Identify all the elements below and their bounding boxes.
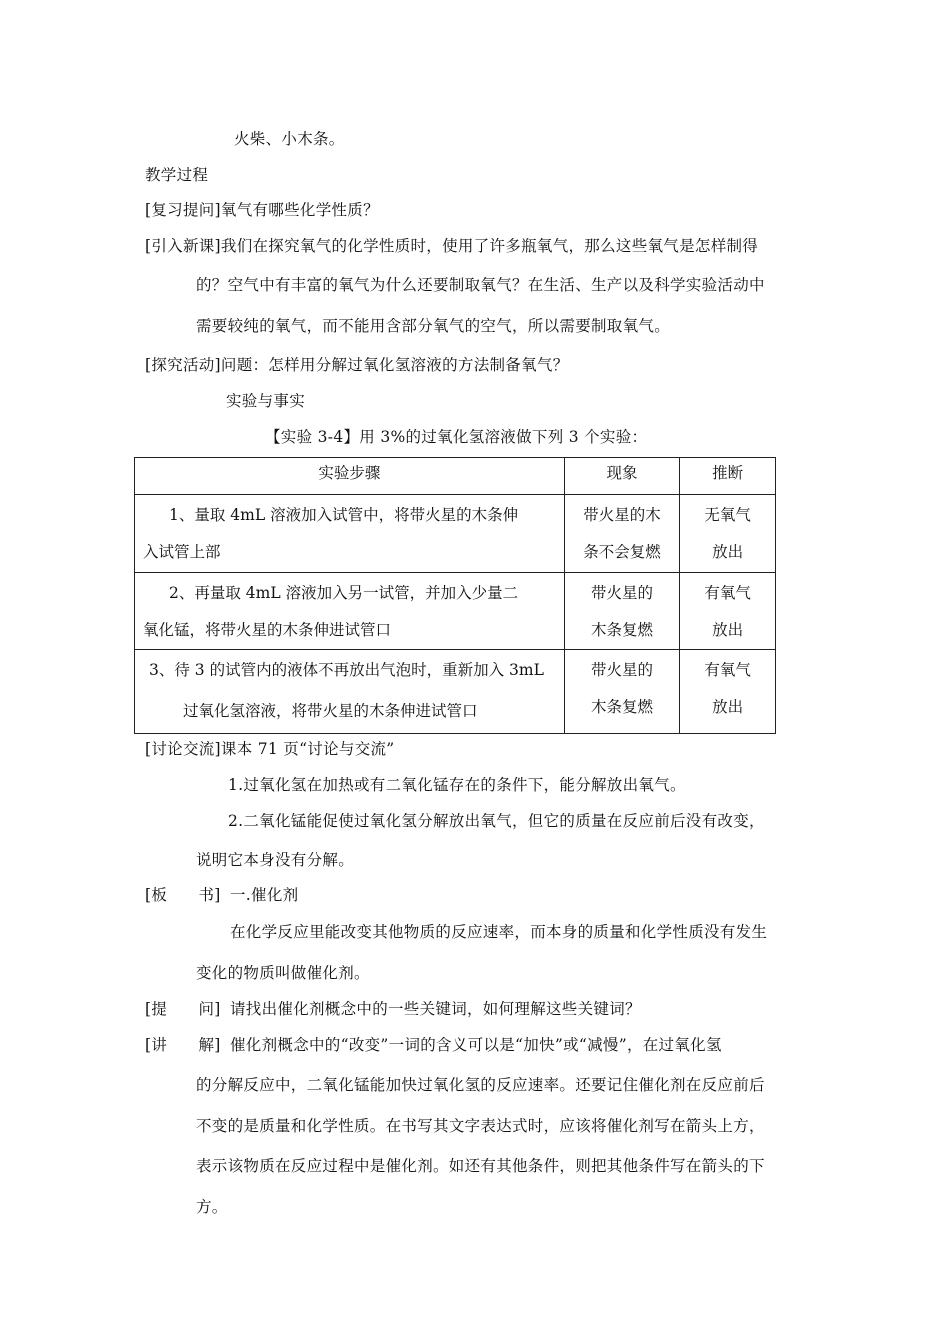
phenomenon-cell (564, 573, 680, 650)
phenomenon-text: 木条复燃 (590, 698, 653, 716)
step-cell (135, 650, 565, 734)
phenomenon-cell (564, 495, 680, 573)
phenomenon-text: 带火星的木 (583, 506, 661, 524)
step-text: 3、待 3 的试管内的液体不再放出气泡时，重新加入 3mL (149, 661, 544, 679)
step-text: 过氧化氢溶液，将带火星的木条伸进试管口 (183, 702, 478, 720)
header-steps: 实验步骤 (135, 458, 565, 495)
inference-cell (680, 573, 776, 650)
step-cell (135, 573, 565, 650)
explain-line-4: 表示该物质在反应过程中是催化剂。如还有其他条件，则把其他条件写在箭头的下 (196, 1157, 765, 1175)
intro-line-2: 的？空气中有丰富的氧气为什么还要制取氧气？在生活、生产以及科学实验活动中 (196, 276, 765, 294)
review-question: [复习提问]氧气有哪些化学性质？ (145, 201, 379, 219)
experiment-table (134, 457, 776, 734)
explain-line-1: 催化剂概念中的“改变”一词的含义可以是“加快”或“减慢”，在过氧化氢 (230, 1036, 722, 1054)
explore-question: [探究活动]问题：怎样用分解过氧化氢溶液的方法制备氧气？ (145, 356, 569, 374)
intro-line-1: [引入新课]我们在探究氧气的化学性质时，使用了许多瓶氧气，那么这些氧气是怎样制得 (145, 237, 759, 255)
conclusion-2-line-1: 2.二氧化锰能促使过氧化氢分解放出氧气，但它的质量在反应前后没有改变， (228, 812, 765, 830)
phenomenon-text: 条不会复燃 (583, 543, 661, 561)
board-text: 一.催化剂 (230, 886, 299, 904)
experiment-title: 【实验 3-4】用 3%的过氧化氢溶液做下列 3 个实验： (265, 428, 648, 446)
inference-text: 无氧气 (704, 506, 751, 524)
conclusion-2-line-2: 说明它本身没有分解。 (196, 851, 355, 869)
fact-heading: 实验与事实 (226, 392, 306, 410)
explain-line-5: 方。 (196, 1198, 228, 1216)
explain-line-2: 的分解反应中，二氧化锰能加快过氧化氢的反应速率。还要记住催化剂在反应前后 (196, 1076, 765, 1094)
step-text: 1、量取 4mL 溶液加入试管中，将带火星的木条伸 (169, 506, 519, 524)
materials-line: 火柴、小木条。 (234, 130, 345, 148)
table-header-row (135, 458, 776, 495)
conclusion-1: 1.过氧化氢在加热或有二氧化锰存在的条件下，能分解放出氧气。 (228, 776, 686, 794)
step-text: 2、再量取 4mL 溶液加入另一试管，并加入少量二 (169, 584, 519, 602)
phenomenon-text: 带火星的 (590, 661, 653, 679)
step-text: 入试管上部 (143, 543, 221, 561)
header-phenomenon: 现象 (564, 458, 680, 495)
header-inference: 推断 (680, 458, 776, 495)
inference-cell (680, 495, 776, 573)
definition-line-2: 变化的物质叫做催化剂。 (196, 964, 370, 982)
inference-cell (680, 650, 776, 734)
phenomenon-text: 带火星的 (590, 584, 653, 602)
inference-text: 放出 (712, 621, 744, 639)
inference-text: 有氧气 (704, 661, 751, 679)
phenomenon-cell (564, 650, 680, 734)
table-row (135, 495, 776, 573)
phenomenon-text: 木条复燃 (590, 621, 653, 639)
section-title: 教学过程 (145, 166, 209, 184)
inference-text: 放出 (712, 543, 744, 561)
inference-text: 有氧气 (704, 584, 751, 602)
table-row (135, 650, 776, 734)
definition-line-1: 在化学反应里能改变其他物质的反应速率，而本身的质量和化学性质没有发生 (230, 923, 768, 941)
step-text: 氧化锰，将带火星的木条伸进试管口 (143, 621, 392, 639)
table-row (135, 573, 776, 650)
board-label: [板 书] (145, 886, 221, 904)
step-cell (135, 495, 565, 573)
discussion-line: [讨论交流]课本 71 页“讨论与交流” (145, 740, 395, 758)
ask-text: 请找出催化剂概念中的一些关键词，如何理解这些关键词？ (230, 1000, 641, 1018)
ask-label: [提 问] (145, 1000, 221, 1018)
inference-text: 放出 (712, 698, 744, 716)
explain-label: [讲 解] (145, 1036, 221, 1054)
intro-line-3: 需要较纯的氧气，而不能用含部分氧气的空气，所以需要制取氧气。 (196, 317, 671, 335)
explain-line-3: 不变的是质量和化学性质。在书写其文字表达式时，应该将催化剂写在箭头上方， (196, 1117, 765, 1135)
